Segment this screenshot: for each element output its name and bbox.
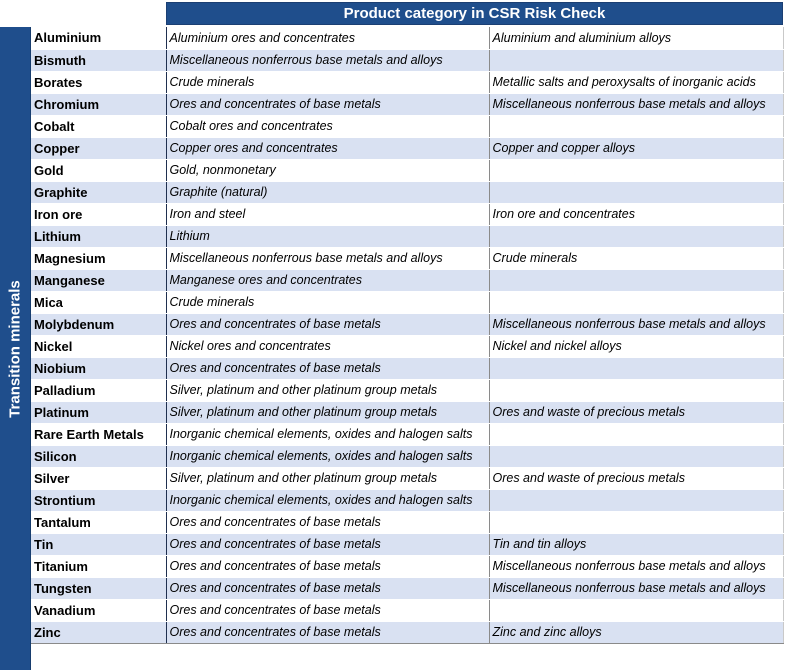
category-primary-cell: Iron and steel <box>166 203 489 225</box>
mineral-cell: Cobalt <box>31 115 166 137</box>
category-primary-cell: Ores and concentrates of base metals <box>166 313 489 335</box>
category-secondary-cell <box>489 49 783 71</box>
mineral-cell: Tantalum <box>31 511 166 533</box>
table-row <box>31 467 783 489</box>
category-primary-cell: Miscellaneous nonferrous base metals and alloys <box>166 49 489 71</box>
mineral-cell: Copper <box>31 137 166 159</box>
category-primary-cell: Miscellaneous nonferrous base metals and alloys <box>166 247 489 269</box>
category-secondary-cell: Miscellaneous nonferrous base metals and alloys <box>489 93 783 115</box>
mineral-cell: Tin <box>31 533 166 555</box>
mineral-cell: Tungsten <box>31 577 166 599</box>
category-primary-cell: Lithium <box>166 225 489 247</box>
mineral-cell: Bismuth <box>31 49 166 71</box>
category-primary-cell: Inorganic chemical elements, oxides and halogen salts <box>166 445 489 467</box>
table-row <box>31 313 783 335</box>
category-primary-cell: Nickel ores and concentrates <box>166 335 489 357</box>
table-row <box>31 225 783 247</box>
category-secondary-cell: Miscellaneous nonferrous base metals and alloys <box>489 577 783 599</box>
mineral-cell: Manganese <box>31 269 166 291</box>
category-primary-cell: Copper ores and concentrates <box>166 137 489 159</box>
category-secondary-cell <box>489 379 783 401</box>
category-secondary-cell <box>489 489 783 511</box>
table-row <box>31 137 783 159</box>
category-secondary-cell <box>489 159 783 181</box>
category-primary-cell: Crude minerals <box>166 291 489 313</box>
mineral-cell: Iron ore <box>31 203 166 225</box>
table-row <box>31 533 783 555</box>
category-secondary-cell <box>489 115 783 137</box>
category-secondary-cell <box>489 269 783 291</box>
mineral-cell: Chromium <box>31 93 166 115</box>
mineral-cell: Molybdenum <box>31 313 166 335</box>
table-row <box>31 599 783 621</box>
category-secondary-cell: Ores and waste of precious metals <box>489 401 783 423</box>
category-primary-cell: Manganese ores and concentrates <box>166 269 489 291</box>
table-header: Product category in CSR Risk Check <box>166 2 783 25</box>
mineral-cell: Borates <box>31 71 166 93</box>
category-primary-cell: Silver, platinum and other platinum group metals <box>166 401 489 423</box>
table-row <box>31 379 783 401</box>
category-secondary-cell: Iron ore and concentrates <box>489 203 783 225</box>
mineral-cell: Graphite <box>31 181 166 203</box>
category-secondary-cell <box>489 357 783 379</box>
category-secondary-cell <box>489 225 783 247</box>
category-secondary-cell <box>489 511 783 533</box>
category-secondary-cell <box>489 445 783 467</box>
category-primary-cell: Ores and concentrates of base metals <box>166 621 489 643</box>
category-secondary-cell: Metallic salts and peroxysalts of inorganic acids <box>489 71 783 93</box>
mineral-table <box>31 27 784 644</box>
table-row <box>31 401 783 423</box>
mineral-cell: Platinum <box>31 401 166 423</box>
mineral-cell: Nickel <box>31 335 166 357</box>
category-secondary-cell <box>489 291 783 313</box>
category-secondary-cell: Zinc and zinc alloys <box>489 621 783 643</box>
category-secondary-cell: Copper and copper alloys <box>489 137 783 159</box>
category-primary-cell: Silver, platinum and other platinum group metals <box>166 467 489 489</box>
table-row <box>31 335 783 357</box>
category-primary-cell: Ores and concentrates of base metals <box>166 511 489 533</box>
table-row <box>31 291 783 313</box>
category-primary-cell: Inorganic chemical elements, oxides and halogen salts <box>166 423 489 445</box>
category-primary-cell: Ores and concentrates of base metals <box>166 599 489 621</box>
table-row <box>31 203 783 225</box>
mineral-cell: Gold <box>31 159 166 181</box>
table-row <box>31 159 783 181</box>
table-row <box>31 181 783 203</box>
table-row <box>31 115 783 137</box>
mineral-cell: Mica <box>31 291 166 313</box>
mineral-cell: Rare Earth Metals <box>31 423 166 445</box>
side-label: Transition minerals <box>6 279 24 418</box>
category-primary-cell: Silver, platinum and other platinum group metals <box>166 379 489 401</box>
table-row <box>31 489 783 511</box>
table-row <box>31 71 783 93</box>
mineral-cell: Lithium <box>31 225 166 247</box>
table-row <box>31 269 783 291</box>
category-primary-cell: Graphite (natural) <box>166 181 489 203</box>
table-row <box>31 247 783 269</box>
category-primary-cell: Crude minerals <box>166 71 489 93</box>
category-primary-cell: Ores and concentrates of base metals <box>166 577 489 599</box>
table-row <box>31 621 783 643</box>
category-secondary-cell: Nickel and nickel alloys <box>489 335 783 357</box>
table-row <box>31 357 783 379</box>
category-secondary-cell <box>489 181 783 203</box>
category-secondary-cell <box>489 599 783 621</box>
mineral-cell: Palladium <box>31 379 166 401</box>
category-secondary-cell: Miscellaneous nonferrous base metals and alloys <box>489 555 783 577</box>
mineral-cell: Silver <box>31 467 166 489</box>
mineral-cell: Vanadium <box>31 599 166 621</box>
mineral-cell: Silicon <box>31 445 166 467</box>
mineral-cell: Niobium <box>31 357 166 379</box>
mineral-cell: Zinc <box>31 621 166 643</box>
category-primary-cell: Aluminium ores and concentrates <box>166 27 489 49</box>
table-row <box>31 555 783 577</box>
table-row <box>31 445 783 467</box>
category-primary-cell: Cobalt ores and concentrates <box>166 115 489 137</box>
category-secondary-cell: Miscellaneous nonferrous base metals and alloys <box>489 313 783 335</box>
category-secondary-cell: Tin and tin alloys <box>489 533 783 555</box>
mineral-cell: Magnesium <box>31 247 166 269</box>
category-secondary-cell: Aluminium and aluminium alloys <box>489 27 783 49</box>
category-primary-cell: Inorganic chemical elements, oxides and halogen salts <box>166 489 489 511</box>
category-primary-cell: Ores and concentrates of base metals <box>166 555 489 577</box>
table-row <box>31 93 783 115</box>
category-secondary-cell: Ores and waste of precious metals <box>489 467 783 489</box>
category-primary-cell: Ores and concentrates of base metals <box>166 93 489 115</box>
category-primary-cell: Ores and concentrates of base metals <box>166 357 489 379</box>
table-row <box>31 423 783 445</box>
mineral-cell: Aluminium <box>31 27 166 49</box>
table-row <box>31 27 783 49</box>
category-secondary-cell: Crude minerals <box>489 247 783 269</box>
table-row <box>31 49 783 71</box>
category-secondary-cell <box>489 423 783 445</box>
table-row <box>31 577 783 599</box>
mineral-cell: Strontium <box>31 489 166 511</box>
mineral-cell: Titanium <box>31 555 166 577</box>
category-primary-cell: Gold, nonmonetary <box>166 159 489 181</box>
category-primary-cell: Ores and concentrates of base metals <box>166 533 489 555</box>
side-label-cell <box>0 27 31 670</box>
table-row <box>31 511 783 533</box>
